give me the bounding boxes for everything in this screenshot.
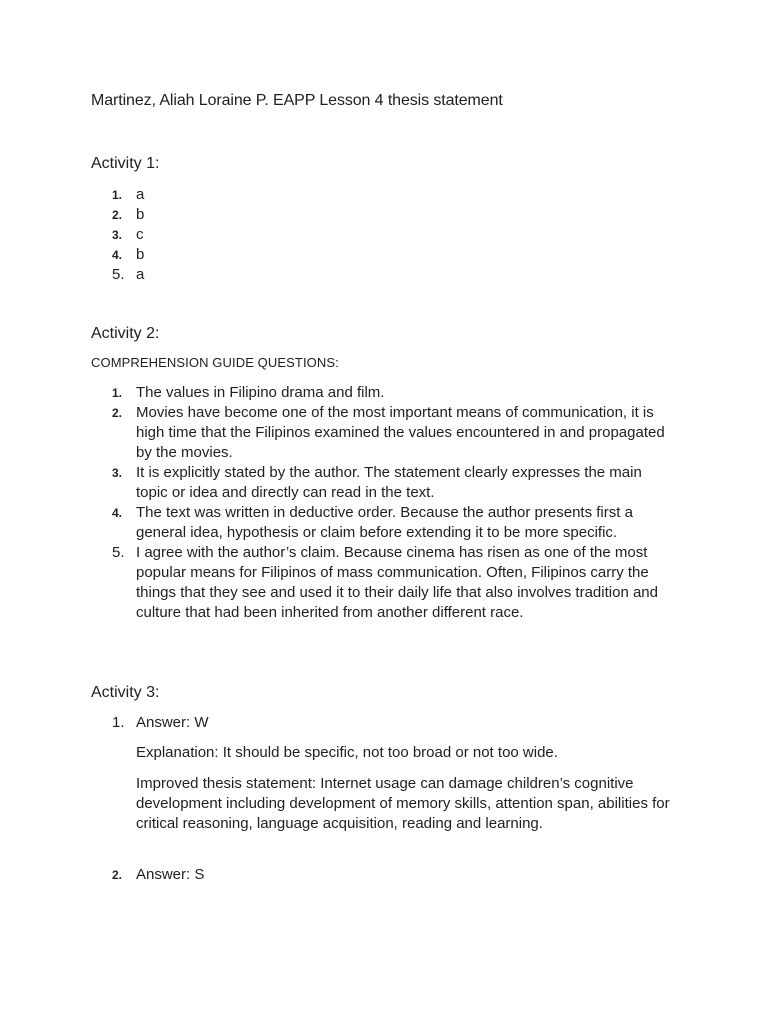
list-text: Movies have become one of the most important means of communication, it is high time that the Filipinos examined the values encountered in and propagated by the movies. — [136, 404, 665, 461]
activity-2-list — [0, 383, 676, 623]
list-text: b — [136, 206, 145, 223]
list-text: b — [136, 246, 145, 263]
list-item — [0, 205, 676, 225]
list-number: 4. — [112, 506, 123, 520]
list-text: The values in Filipino drama and film. — [136, 384, 385, 401]
list-item — [0, 403, 676, 463]
explanation-1: Explanation: It should be specific, not too broad or not too wide. — [136, 744, 558, 761]
list-number: 3. — [112, 228, 123, 242]
document-header: Martinez, Aliah Loraine P. EAPP Lesson 4 thesis statement — [91, 92, 503, 109]
list-item — [0, 383, 676, 403]
list-number: 3. — [112, 466, 123, 480]
list-item — [0, 225, 676, 245]
list-item — [0, 265, 676, 285]
list-number: 2. — [112, 406, 123, 420]
activity-1-title: Activity 1: — [91, 155, 160, 172]
answer-2: Answer: S — [136, 866, 205, 883]
list-item — [0, 185, 676, 205]
answer-1: Answer: W — [136, 714, 209, 731]
list-text: The text was written in deductive order. Because the author presents first a general idea, hypothesis or claim before extending it to be more specific. — [136, 504, 633, 541]
list-number: 1. — [112, 386, 123, 400]
list-item — [0, 503, 676, 543]
list-number: 4. — [112, 248, 123, 262]
activity-2-title: Activity 2: — [91, 325, 160, 342]
comprehension-guide-title: COMPREHENSION GUIDE QUESTIONS: — [91, 355, 339, 370]
list-number: 2. — [112, 868, 123, 882]
improved-thesis-1: Improved thesis statement: Internet usage can damage children’s cognitive development including development of memory skills, attention span, abilities for critical reasoning, language acquisition, reading and learning. — [136, 775, 670, 832]
list-text: a — [136, 266, 145, 283]
list-text: It is explicitly stated by the author. The statement clearly expresses the main topic or idea and directly can read in the text. — [136, 464, 642, 501]
list-number: 2. — [112, 208, 123, 222]
list-item — [0, 543, 676, 623]
list-item — [0, 463, 676, 503]
activity-1-list — [0, 185, 676, 285]
list-number: 5. — [112, 266, 125, 283]
list-item — [0, 245, 676, 265]
list-text: I agree with the author’s claim. Because cinema has risen as one of the most popular means for Filipinos of mass communication. Often, Filipinos carry the things that they see and used it to their daily life that also involves tradition and culture that had been inherited from another different race. — [136, 544, 658, 621]
activity-3-title: Activity 3: — [91, 684, 160, 701]
list-text: c — [136, 226, 144, 243]
list-number: 5. — [112, 544, 125, 561]
list-number: 1. — [112, 188, 123, 202]
list-number: 1. — [112, 714, 125, 731]
list-text: a — [136, 186, 145, 203]
